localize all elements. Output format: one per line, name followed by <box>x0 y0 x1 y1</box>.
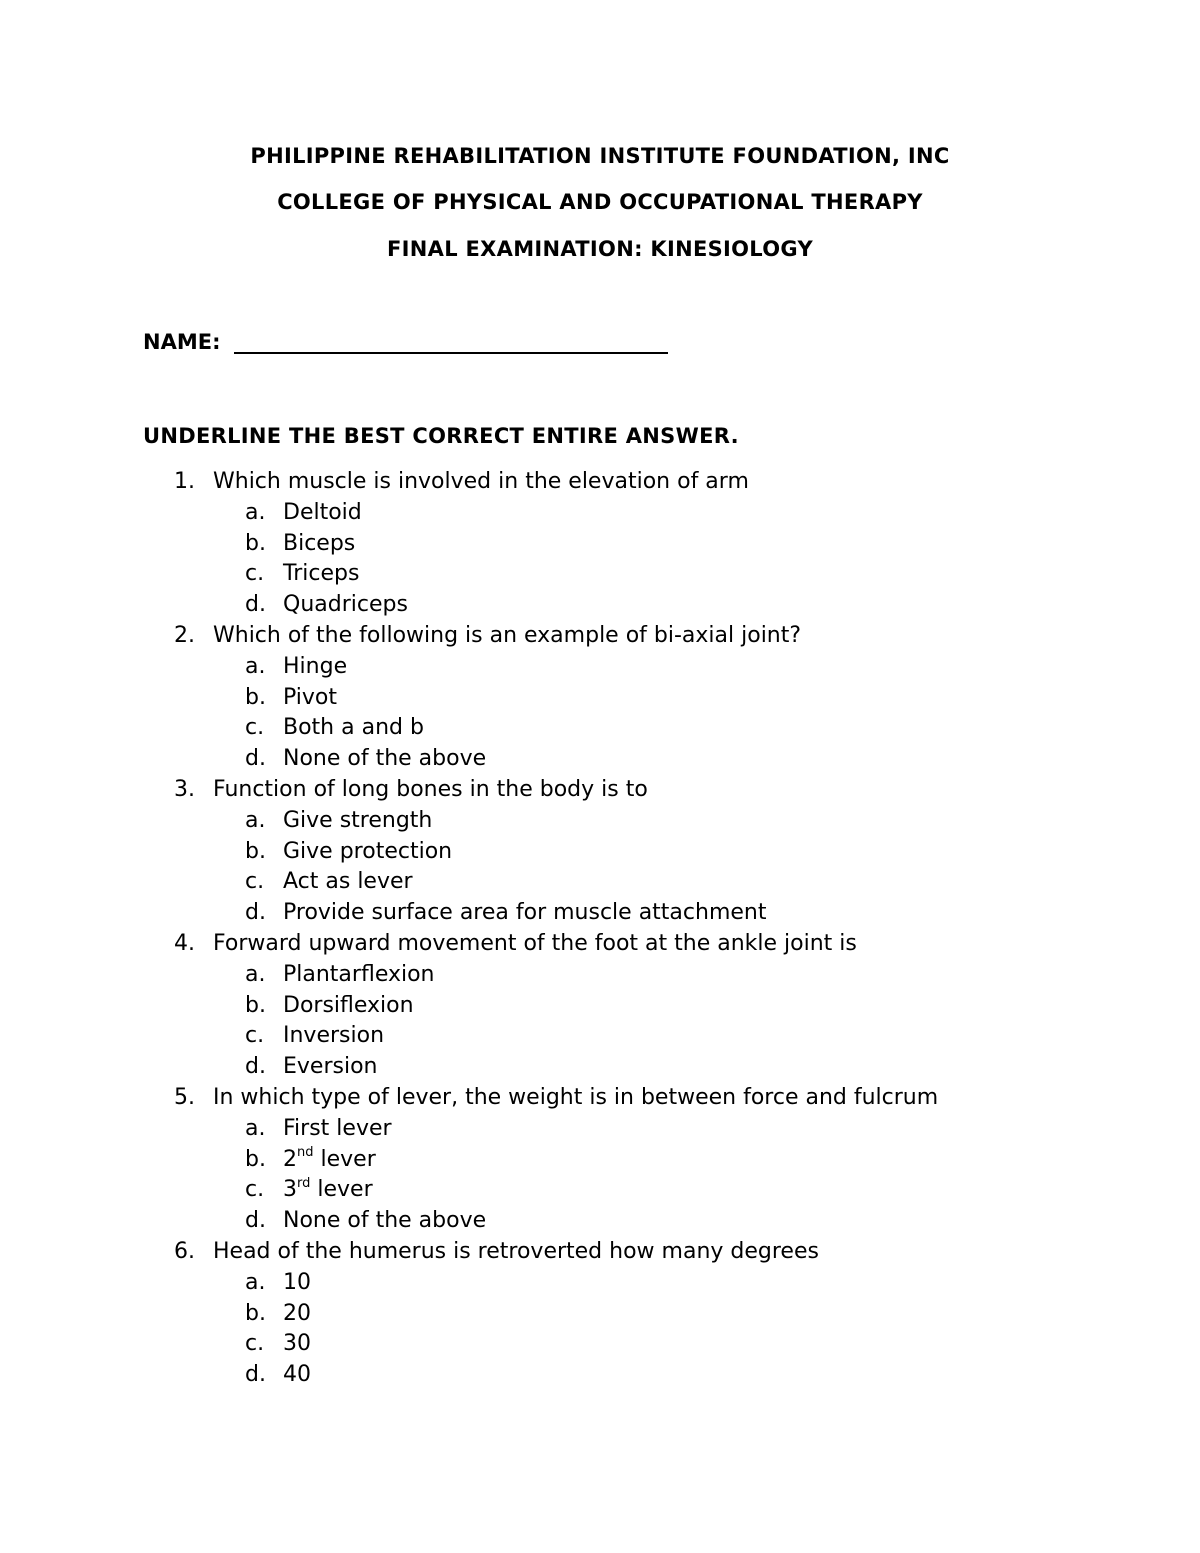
name-label: NAME: <box>143 330 221 354</box>
question-number: 1. <box>174 469 195 494</box>
option-text-after: lever <box>310 1177 373 1203</box>
option-text <box>283 683 337 714</box>
option-text-main: 10 <box>283 1269 311 1295</box>
ordinal-suffix: nd <box>297 1145 314 1161</box>
option-text <box>283 590 408 621</box>
option-text-main: Dorsiflexion <box>283 992 414 1018</box>
option-text <box>283 559 359 590</box>
option-text-main: Give strength <box>283 807 433 833</box>
option-letter: c. <box>245 869 265 895</box>
option-text-main: Eversion <box>283 1054 378 1080</box>
option-text <box>283 960 435 991</box>
option-letter: d. <box>245 746 266 772</box>
question-number: 5. <box>174 1084 195 1110</box>
option-text <box>283 1052 377 1083</box>
question-number: 3. <box>174 776 195 802</box>
instruction-text: UNDERLINE THE BEST CORRECT ENTIRE ANSWER. <box>143 424 739 448</box>
option-text <box>283 1021 384 1052</box>
option-text <box>283 898 766 929</box>
option-text-main: Quadriceps <box>283 592 408 618</box>
option-text <box>283 1206 486 1237</box>
option-letter: d. <box>245 900 266 926</box>
option-letter: a. <box>245 961 266 987</box>
option-text-main: Plantarflexion <box>283 961 435 987</box>
option-text <box>283 837 452 868</box>
option-text <box>283 1360 311 1391</box>
option-letter: c. <box>245 715 265 741</box>
option-letter: b. <box>245 684 266 710</box>
option-letter: b. <box>245 992 266 1018</box>
option-letter: d. <box>245 1208 266 1234</box>
option-text-main: 3 <box>283 1177 297 1203</box>
option-text-main: Pivot <box>283 684 338 710</box>
option-text <box>283 867 413 898</box>
option-letter: a. <box>245 1269 266 1295</box>
option-text-main: None of the above <box>283 746 487 772</box>
option-text-main: Both a and b <box>283 715 424 741</box>
option-text-main: Act as lever <box>283 869 413 895</box>
option-text-main: 20 <box>283 1300 311 1326</box>
option-text-main: Inversion <box>283 1023 385 1049</box>
question-text: Which muscle is involved in the elevation of arm <box>213 469 749 494</box>
option-letter: a. <box>245 499 266 525</box>
option-text-main: 30 <box>283 1331 311 1357</box>
option-letter: b. <box>245 838 266 864</box>
option-text <box>283 529 355 560</box>
question-text: Forward upward movement of the foot at the ankle joint is <box>213 930 857 956</box>
name-row <box>143 330 668 354</box>
option-text <box>283 744 486 775</box>
name-blank-line[interactable] <box>234 330 668 354</box>
option-letter: d. <box>245 1054 266 1080</box>
option-letter: d. <box>245 592 266 618</box>
question-text: Function of long bones in the body is to <box>213 776 648 802</box>
question-number: 2. <box>174 622 195 648</box>
college-name: COLLEGE OF PHYSICAL AND OCCUPATIONAL THERAPY <box>277 190 923 214</box>
option-letter: d. <box>245 1362 266 1388</box>
option-text <box>283 1299 311 1330</box>
option-text <box>283 498 362 529</box>
option-letter: b. <box>245 1300 266 1326</box>
exam-title: FINAL EXAMINATION: KINESIOLOGY <box>387 237 813 261</box>
option-text-main: None of the above <box>283 1208 487 1234</box>
option-text-main: Triceps <box>283 561 360 587</box>
option-text <box>283 1114 392 1145</box>
option-text-main: 40 <box>283 1362 311 1388</box>
question-text: In which type of lever, the weight is in between force and fulcrum <box>213 1084 939 1110</box>
option-letter: b. <box>245 530 266 556</box>
institution-name: PHILIPPINE REHABILITATION INSTITUTE FOUNDATION, INC <box>250 144 950 168</box>
option-text <box>283 806 432 837</box>
option-text <box>283 1268 311 1299</box>
option-letter: c. <box>245 1331 265 1357</box>
option-text-main: Deltoid <box>283 499 362 525</box>
option-letter: c. <box>245 561 265 587</box>
ordinal-suffix: rd <box>297 1176 311 1191</box>
option-text-main: Give protection <box>283 838 453 864</box>
option-text-main: Hinge <box>283 653 348 679</box>
option-letter: c. <box>245 1023 265 1049</box>
option-text <box>283 713 424 744</box>
option-letter: a. <box>245 1115 266 1141</box>
option-letter: c. <box>245 1177 265 1203</box>
option-text <box>283 1175 373 1206</box>
option-letter: b. <box>245 1146 266 1172</box>
option-text-main: Biceps <box>283 530 356 556</box>
option-text-main: Provide surface area for muscle attachment <box>283 900 767 926</box>
option-text <box>283 1145 376 1176</box>
option-text <box>283 1329 311 1360</box>
question-number: 4. <box>174 930 195 956</box>
question-text: Which of the following is an example of bi-axial joint? <box>213 622 802 648</box>
question-text: Head of the humerus is retroverted how many degrees <box>213 1238 819 1264</box>
question-number: 6. <box>174 1238 195 1264</box>
option-letter: a. <box>245 807 266 833</box>
option-text-after: lever <box>313 1146 376 1172</box>
option-letter: a. <box>245 653 266 679</box>
option-text-main: First lever <box>283 1115 392 1141</box>
option-text-main: 2 <box>283 1146 297 1172</box>
option-text <box>283 652 347 683</box>
option-text <box>283 991 414 1022</box>
